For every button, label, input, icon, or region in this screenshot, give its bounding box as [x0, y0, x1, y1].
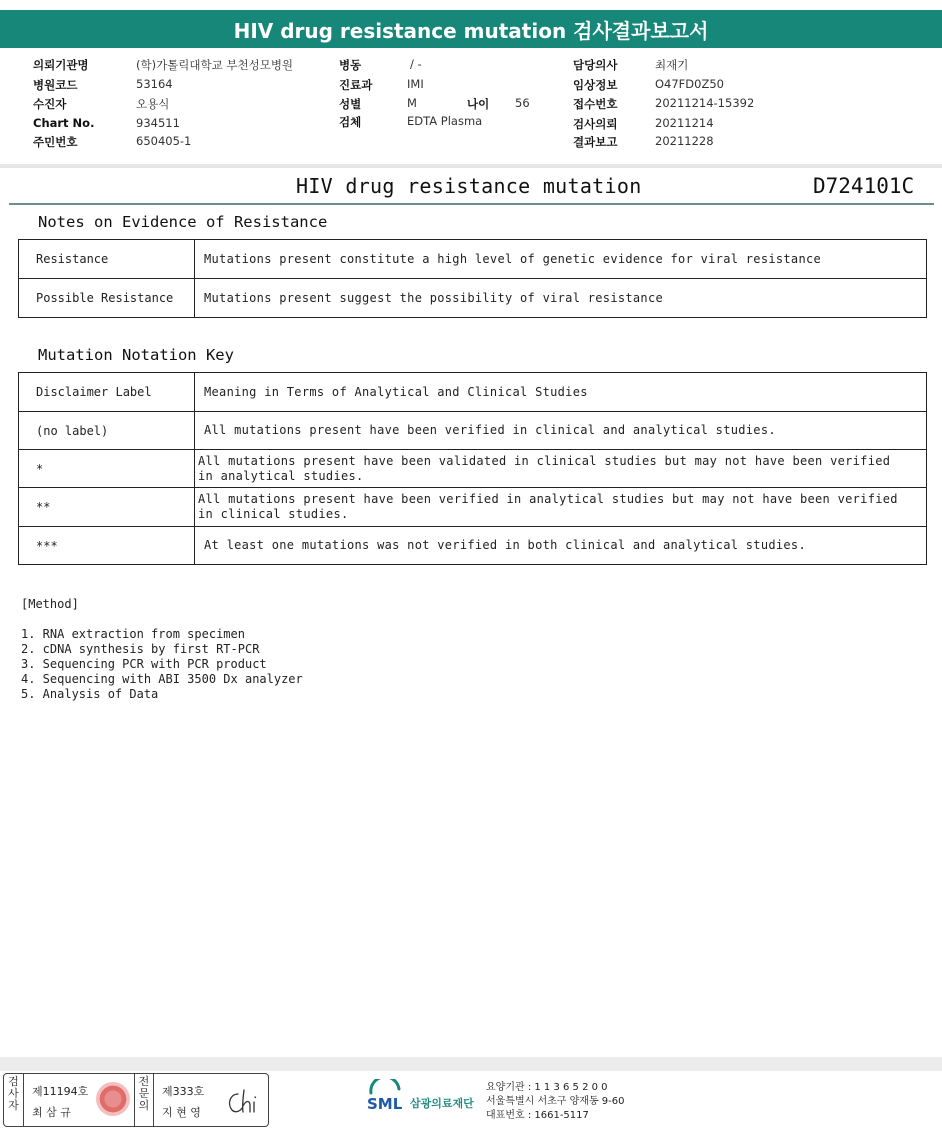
- key-text-cell: At least one mutations was not verified in both clinical and analytical studies.: [195, 527, 927, 565]
- org-info-block: [486, 1081, 625, 1123]
- report-header-title: HIV drug resistance mutation 검사결과보고서: [233, 18, 709, 43]
- key-label-cell: ***: [19, 527, 195, 565]
- table-row: [19, 488, 927, 527]
- key-label-cell: Disclaimer Label: [19, 373, 195, 412]
- key-text-cell: All mutations present have been verified in clinical and analytical studies.: [195, 412, 927, 450]
- org-address: 서울특별시 서초구 양재동 9-60: [486, 1096, 625, 1107]
- list-item: 5. Analysis of Data: [21, 687, 159, 701]
- table-row: [19, 373, 927, 412]
- institution-value: (학)가톨릭대학교 부천성모병원: [136, 58, 294, 72]
- list-item: 4. Sequencing with ABI 3500 Dx analyzer: [21, 672, 303, 686]
- signature-box: [3, 1073, 269, 1127]
- header-divider: [0, 164, 942, 168]
- key-label-cell: (no label): [19, 412, 195, 450]
- institution-label: 의뢰기관명: [33, 58, 89, 72]
- tester-label-text: 검사자: [8, 1075, 19, 1112]
- ward-value: / -: [410, 57, 422, 71]
- resident-no-value: 650405-1: [136, 134, 192, 148]
- specimen-label: 검체: [339, 115, 362, 129]
- report-title-bar: [0, 10, 942, 48]
- department-label: 진료과: [339, 78, 373, 92]
- table-row: [19, 240, 927, 279]
- sex-value: M: [407, 96, 417, 110]
- key-text-cell: All mutations present have been validated in clinical studies but may not have been verified in analytical studies.: [195, 450, 927, 488]
- test-name: HIV drug resistance mutation: [296, 174, 642, 198]
- patient-name-value: 오용식: [136, 97, 170, 111]
- key-label-cell: *: [19, 450, 195, 488]
- hospital-code-label: 병원코드: [33, 78, 78, 92]
- receipt-no-label: 접수번호: [573, 97, 618, 111]
- notes-label-cell: Possible Resistance: [19, 279, 195, 318]
- tester-license-no: 제11194호: [32, 1085, 89, 1098]
- clinical-info-value: O47FD0Z50: [655, 77, 724, 91]
- org-name: 삼광의료재단: [410, 1097, 474, 1110]
- official-seal-icon: [96, 1082, 130, 1116]
- physician-value: 최재기: [655, 58, 689, 72]
- chart-no-value: 934511: [136, 116, 180, 130]
- method-heading: [Method]: [21, 597, 79, 611]
- specimen-value: EDTA Plasma: [407, 114, 483, 128]
- notes-text-cell: Mutations present suggest the possibility of viral resistance: [195, 279, 927, 318]
- key-text-cell: All mutations present have been verified in analytical studies but may not have been verified in clinical studies.: [195, 488, 927, 527]
- list-item: 2. cDNA synthesis by first RT-PCR: [21, 642, 260, 656]
- key-text-cell: Meaning in Terms of Analytical and Clinical Studies: [195, 373, 927, 412]
- request-date-value: 20211214: [655, 116, 714, 130]
- physician-label: 담당의사: [573, 58, 618, 72]
- signature-icon: [224, 1088, 264, 1116]
- method-steps: [21, 627, 303, 702]
- list-item: 3. Sequencing PCR with PCR product: [21, 657, 267, 671]
- org-phone: 대표번호 : 1661-5117: [486, 1110, 589, 1121]
- report-date-label: 결과보고: [573, 135, 618, 149]
- org-code: 요양기관 : 1 1 3 6 5 2 0 0: [486, 1082, 608, 1093]
- title-rule: [9, 203, 934, 205]
- ward-label: 병동: [339, 58, 362, 72]
- specialist-name: 지 현 영: [162, 1106, 201, 1119]
- report-date-value: 20211228: [655, 134, 714, 148]
- request-date-label: 검사의뢰: [573, 117, 618, 131]
- notation-key-table: [18, 372, 927, 565]
- specialist-license-no: 제333호: [162, 1085, 205, 1098]
- age-label: 나이: [467, 97, 490, 111]
- receipt-no-value: 20211214-15392: [655, 96, 755, 110]
- resident-no-label: 주민번호: [33, 135, 78, 149]
- notes-heading: Notes on Evidence of Resistance: [38, 213, 328, 231]
- test-code: D724101C: [813, 174, 915, 198]
- age-value: 56: [515, 96, 530, 110]
- clinical-info-label: 임상정보: [573, 78, 618, 92]
- table-row: [19, 527, 927, 565]
- chart-no-label: Chart No.: [33, 116, 95, 130]
- table-row: [19, 450, 927, 488]
- key-label-cell: **: [19, 488, 195, 527]
- sex-label: 성별: [339, 97, 362, 111]
- method-section: [21, 597, 303, 702]
- notes-label-cell: Resistance: [19, 240, 195, 279]
- specialist-label: [134, 1074, 154, 1126]
- patient-name-label: 수진자: [33, 97, 67, 111]
- specialist-label-text: 전문의: [138, 1075, 150, 1112]
- hospital-code-value: 53164: [136, 77, 173, 91]
- tester-label: [4, 1074, 24, 1126]
- table-row: [19, 412, 927, 450]
- list-item: 1. RNA extraction from specimen: [21, 627, 245, 641]
- department-value: IMI: [407, 77, 424, 91]
- notes-table: [18, 239, 927, 318]
- logo-text: SML: [367, 1095, 403, 1113]
- footer-divider: [0, 1057, 942, 1071]
- key-heading: Mutation Notation Key: [38, 346, 234, 364]
- notes-text-cell: Mutations present constitute a high level of genetic evidence for viral resistance: [195, 240, 927, 279]
- tester-name: 최 삼 규: [32, 1106, 71, 1119]
- table-row: [19, 279, 927, 318]
